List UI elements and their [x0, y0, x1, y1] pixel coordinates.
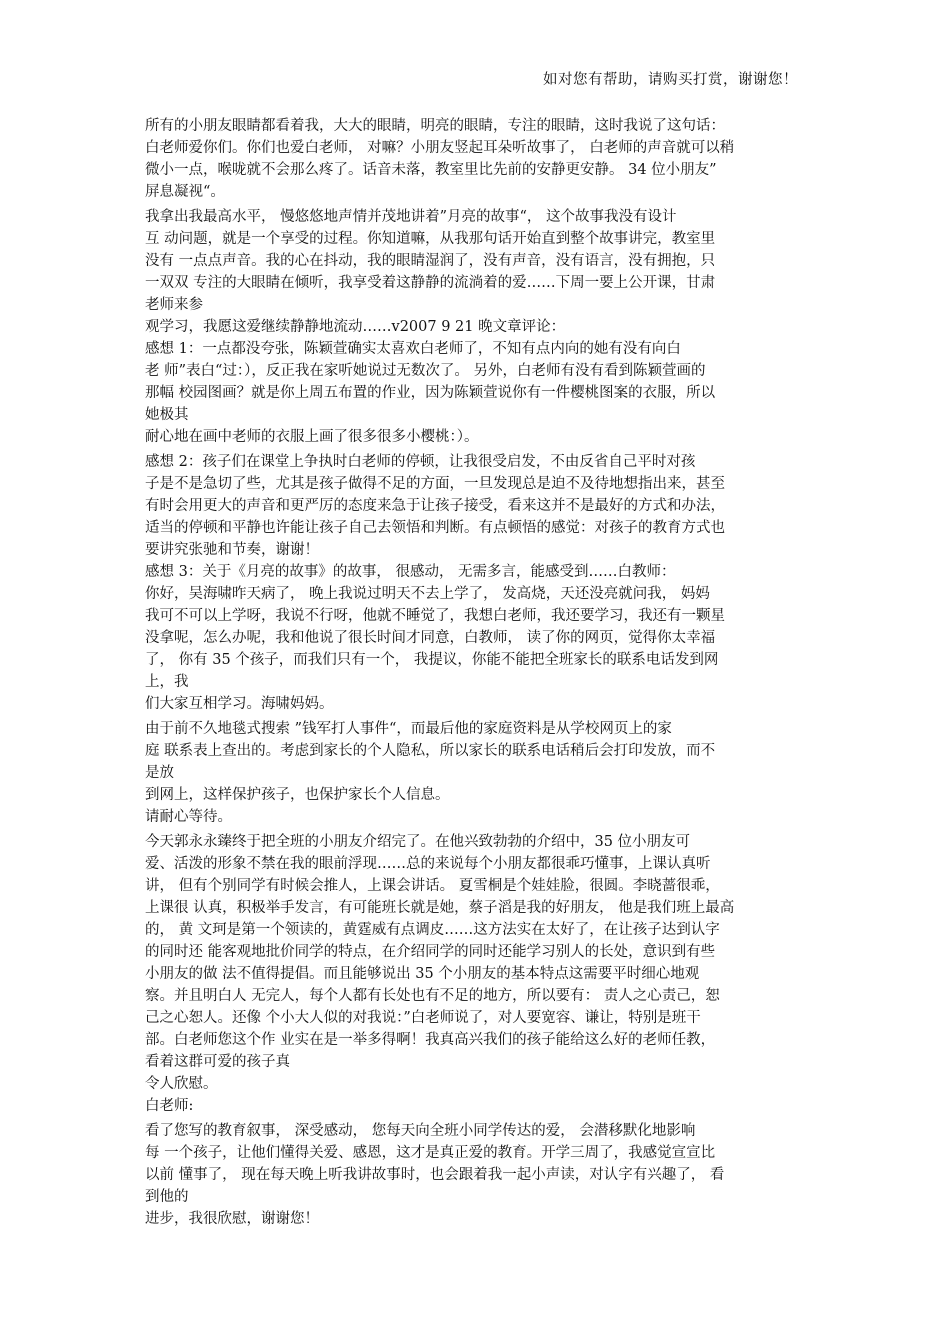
text-line: 你好，吴海啸昨天病了， 晚上我说过明天不去上学了， 发高烧，天还没亮就问我， 妈妈 — [145, 586, 710, 602]
page-header-note: 如对您有帮助，请购买打赏，谢谢您！ — [543, 72, 798, 88]
text-line: 令人欣慰。 — [145, 1076, 218, 1092]
text-line: 的同时还 能客观地批价同学的特点，在介绍同学的同时还能学习别人的长处，意识到有些 — [145, 944, 716, 960]
text-line: 适当的停顿和平静也许能让孩子自己去领悟和判断。有点顿悟的感觉：对孩子的教育方式也 — [145, 520, 725, 536]
text-line: 察。并且明白人 无完人，每个人都有长处也有不足的地方，所以要有： 责人之心责己，恕 — [145, 988, 720, 1004]
text-line: 看着这群可爱的孩子真 — [145, 1054, 290, 1070]
text-line: 一双双 专注的大眼睛在倾听，我享受着这静静的流淌着的爱……下周一要上公开课，甘肃 — [145, 275, 716, 291]
text-line: 上，我 — [145, 674, 189, 690]
text-line: 己之心恕人。还像 个小大人似的对我说：”白老师说了，对人要宽容、谦让，特别是班干 — [145, 1010, 701, 1026]
text-line: 进步，我很欣慰，谢谢您！ — [145, 1211, 319, 1227]
text-line: 观学习，我愿这爱继续静静地流动……v2007 9 21 晚文章评论： — [145, 319, 566, 335]
text-line: 要讲究张驰和节奏，谢谢！ — [145, 542, 319, 558]
text-line: 所有的小朋友眼睛都看着我，大大的眼睛，明亮的眼睛，专注的眼睛，这时我说了这句话： — [145, 118, 725, 134]
text-line: 我拿出我最高水平， 慢悠悠地声情并茂地讲着”月亮的故事“， 这个故事我没有设计 — [145, 209, 677, 225]
text-line: 每 一个孩子，让他们懂得关爱、感恩，这才是真正爱的教育。开学三周了，我感觉宣宣比 — [145, 1145, 716, 1161]
text-line: 的， 黄 文珂是第一个领读的，黄霆威有点调皮……这方法实在太好了，在让孩子达到认字 — [145, 922, 720, 938]
document-body — [145, 115, 805, 1230]
text-line: 我可不可以上学呀，我说不行呀，他就不睡觉了，我想白老师，我还要学习，我还有一颗星 — [145, 608, 725, 624]
text-line: 部。白老师您这个作 业实在是一举多得啊！我真高兴我们的孩子能给这么好的老师任教， — [145, 1032, 716, 1048]
text-line: 有时会用更大的声音和更严厉的态度来急于让孩子接受，看来这并不是最好的方式和办法， — [145, 498, 725, 514]
text-line: 今天郭永永臻终于把全班的小朋友介绍完了。在他兴致勃勃的介绍中，35 位小朋友可 — [145, 834, 691, 850]
text-line: 互 动问题，就是一个享受的过程。你知道嘛，从我那句话开始直到整个故事讲完，教室里 — [145, 231, 716, 247]
text-line: 耐心地在画中老师的衣服上画了很多很多小樱桃：）。 — [145, 429, 479, 445]
text-line: 庭 联系表上查出的。考虑到家长的个人隐私，所以家长的联系电话稍后会打印发放，而不 — [145, 743, 716, 759]
text-line: 讲， 但有个别同学有时候会推人，上课会讲话。 夏雪桐是个娃娃脸，很圆。李晓蔷很乖， — [145, 878, 720, 894]
text-line: 白老师爱你们。你们也爱白老师， 对嘛？小朋友竖起耳朵听故事了， 白老师的声音就可以稍 — [145, 140, 735, 156]
text-line: 到网上，这样保护孩子，也保护家长个人信息。 — [145, 787, 450, 803]
text-line: 是放 — [145, 765, 174, 781]
text-line: 了， 你有 35 个孩子，而我们只有一个， 我提议，你能不能把全班家长的联系电话发到网 — [145, 652, 719, 668]
text-line: 看了您写的教育叙事， 深受感动， 您每天向全班小同学传达的爱， 会潜移默化地影响 — [145, 1123, 696, 1139]
text-line: 以前 懂事了， 现在每天晚上听我讲故事时，也会跟着我一起小声读，对认字有兴趣了， 看 — [145, 1167, 725, 1183]
text-line: 请耐心等待。 — [145, 809, 232, 825]
text-line: 子是不是急切了些，尤其是孩子做得不足的方面，一旦发现总是迫不及待地想指出来，甚至 — [145, 476, 725, 492]
text-line: 老师来参 — [145, 297, 203, 313]
text-line: 感想 2：孩子们在课堂上争执时白老师的停顿，让我很受启发，不由反省自己平时对孩 — [145, 454, 696, 470]
text-line: 她极其 — [145, 407, 189, 423]
text-line: 那幅 校园图画？就是你上周五布置的作业，因为陈颖萱说你有一件樱桃图案的衣服，所以 — [145, 385, 716, 401]
text-line: 微小一点，喉咙就不会那么疼了。话音未落，教室里比先前的安静更安静。 34 位小朋友” — [145, 162, 717, 178]
text-line: 们大家互相学习。海啸妈妈。 — [145, 696, 334, 712]
text-line: 由于前不久地毯式搜索 ”钱军打人事件“，而最后他的家庭资料是从学校网页上的家 — [145, 721, 672, 737]
text-line: 没拿呢，怎么办呢，我和他说了很长时间才同意，白教师， 读了你的网页，觉得你太幸福 — [145, 630, 716, 646]
text-line: 感想 1：一点都没夸张，陈颖萱确实太喜欢白老师了，不知有点内向的她有没有向白 — [145, 341, 681, 357]
text-line: 小朋友的做 法不值得提倡。而且能够说出 35 个小朋友的基本特点这需要平时细心地观 — [145, 966, 700, 982]
text-line: 屏息凝视“。 — [145, 184, 225, 200]
text-line: 没有 一点点声音。我的心在抖动，我的眼睛湿润了，没有声音，没有语言，没有拥抱，只 — [145, 253, 716, 269]
text-line: 白老师: — [145, 1098, 194, 1114]
text-line: 爱、活泼的形象不禁在我的眼前浮现……总的来说每个小朋友都很乖巧懂事，上课认真听 — [145, 856, 711, 872]
text-line: 到他的 — [145, 1189, 189, 1205]
text-line: 老 师”表白“过：），反正我在家听她说过无数次了。 另外，白老师有没有看到陈颖萱画的 — [145, 363, 706, 379]
text-line: 感想 3：关于《月亮的故事》的故事， 很感动， 无需多言，能感受到……白教师： — [145, 564, 676, 580]
text-line: 上课很 认真，积极举手发言，有可能班长就是她，蔡子滔是我的好朋友， 他是我们班上最高 — [145, 900, 735, 916]
